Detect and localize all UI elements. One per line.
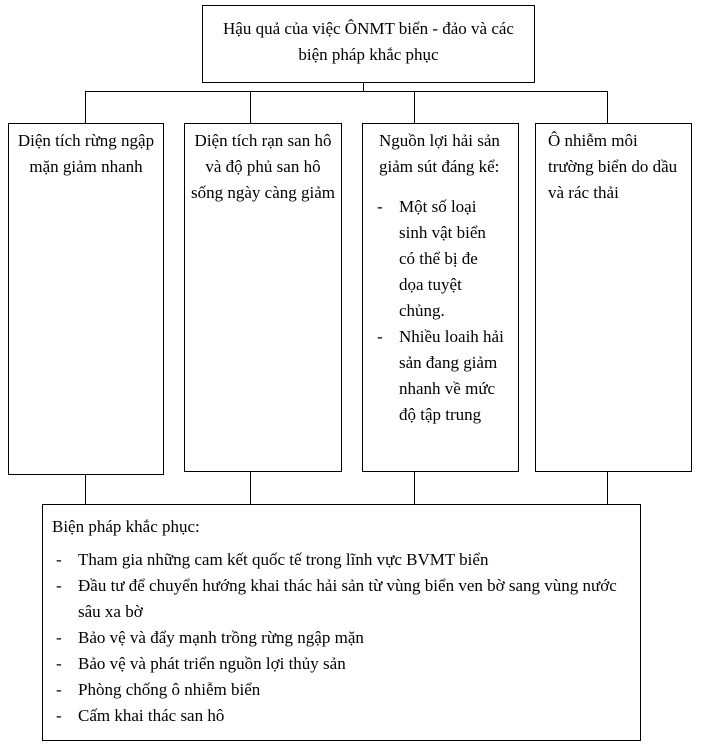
- consequence-text-3: Nguồn lợi hải sản giảm sút đáng kể:: [379, 131, 500, 176]
- consequence-text-1: Diện tích rừng ngập mặn giảm nhanh: [17, 131, 155, 176]
- connector-box-3-bottom: [414, 471, 415, 504]
- connector-to-box-1: [85, 91, 86, 123]
- consequence-box-1: [8, 123, 164, 475]
- list-item: - Đầu tư để chuyển hướng khai thác hải sản từ vùng biển ven bờ sang vùng nước sâu xa bờ: [52, 573, 626, 625]
- list-item: - Bảo vệ và phát triển nguồn lợi thủy sản: [52, 651, 626, 677]
- consequence-3-bullets: [373, 194, 506, 428]
- list-item: - Tham gia những cam kết quốc tế trong lĩnh vực BVMT biển: [52, 547, 626, 573]
- list-item: - Bảo vệ và đẩy mạnh trồng rừng ngập mặn: [52, 625, 626, 651]
- list-item: - Nhiều loaih hải sản đang giảm nhanh về mức độ tập trung: [373, 324, 506, 428]
- list-item: - Phòng chống ô nhiễm biển: [52, 677, 626, 703]
- measures-box: [42, 504, 641, 741]
- consequence-text-4: Ô nhiễm môi trường biển do dầu và rác thải: [548, 131, 678, 202]
- connector-to-box-3: [414, 91, 415, 123]
- connector-to-box-4: [607, 91, 608, 123]
- consequence-text-2: Diện tích rạn san hô và độ phủ san hô sống ngày càng giảm: [191, 131, 335, 202]
- connector-box-2-bottom: [250, 471, 251, 504]
- connector-box-4-bottom: [607, 471, 608, 504]
- connector-horizontal-bar: [85, 91, 608, 92]
- consequence-box-2: [184, 123, 342, 472]
- title-box: [202, 5, 535, 83]
- list-item: - Một số loại sinh vật biển có thể bị đe dọa tuyệt chủng.: [373, 194, 506, 324]
- connector-box-1-bottom: [85, 473, 86, 504]
- connector-to-box-2: [250, 91, 251, 123]
- consequence-box-4: [535, 123, 692, 472]
- measures-list: [52, 547, 626, 729]
- consequence-box-3: [362, 123, 519, 472]
- list-item: - Cấm khai thác san hô: [52, 703, 626, 729]
- title-text: Hậu quả của việc ÔNMT biển - đảo và các biện pháp khắc phục: [223, 19, 514, 64]
- measures-title: Biện pháp khắc phục:: [52, 517, 200, 536]
